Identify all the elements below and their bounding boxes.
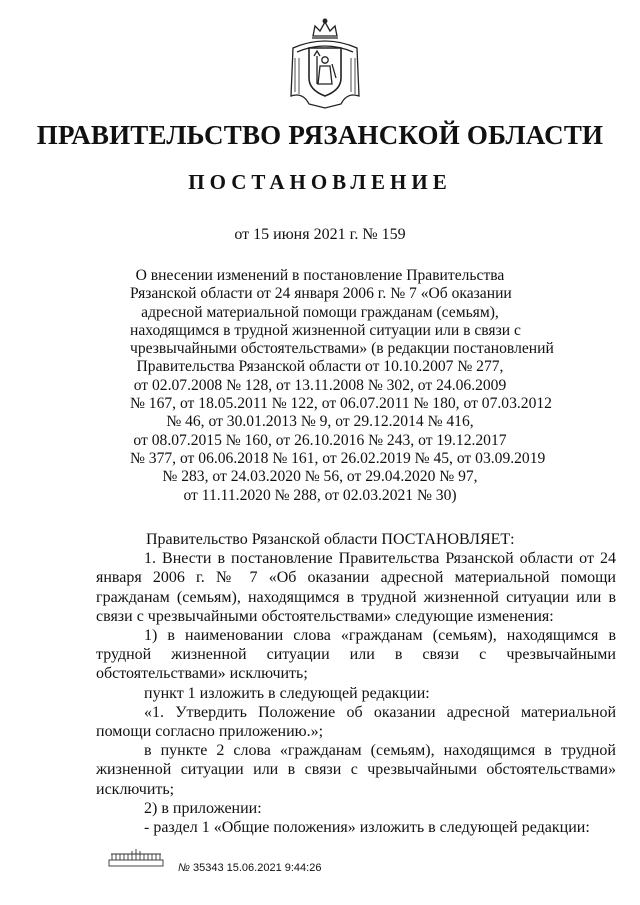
paragraph-1-2: 2) в приложении: [144,799,262,817]
document-footer [108,848,528,888]
subject-line: Рязанской области от 24 января 2006 г. № 7 «Об оказании [130,285,512,303]
subject-line: Правительства Рязанской области от 10.10.2007 № 277, [136,358,504,376]
subject-line: от 08.07.2015 № 160, от 26.10.2016 № 243, от 19.12.2017 [133,431,507,449]
document-date-number: от 15 июня 2021 г. № 159 [234,226,406,243]
organization-title: ПРАВИТЕЛЬСТВО РЯЗАНСКОЙ ОБЛАСТИ [36,120,604,150]
subject-line: № 167, от 18.05.2011 № 122, от 06.07.2011 № 180, от 07.03.2012 [130,395,552,413]
document-body [96,530,616,837]
subject-line: № 46, от 30.01.2013 № 9, от 29.12.2014 № 416, [166,413,474,431]
subject-line: адресной материальной помощи гражданам (семьям), [141,303,499,321]
subject-line: № 377, от 06.06.2018 № 161, от 26.02.2019 № 45, от 03.09.2019 [130,449,546,467]
registration-mark: № [178,862,190,874]
subject-line: О внесении изменений в постановление Правительства [135,267,505,284]
document-subject [130,267,554,505]
decree-line: Правительство Рязанской области ПОСТАНОВЛЯЕТ: [146,531,515,548]
paragraph-section-1: - раздел 1 «Общие положения» изложить в следующей редакции: [144,819,590,837]
coat-of-arms-icon [287,18,363,112]
paragraph-item-1: пункт 1 изложить в следующей редакции: [144,684,430,702]
subject-line: от 11.11.2020 № 288, от 02.03.2021 № 30) [183,486,457,504]
registration-info [178,862,321,874]
subject-line: находящимся в трудной жизненной ситуации или в связи с [130,321,521,339]
subject-line: № 283, от 24.03.2020 № 56, от 29.04.2020 № 97, [162,468,478,486]
paragraph-1: 1. Внести в постановление Правительства Рязанской области от 24 января 2006 г. № 7 «Об оказании адресной материальной помощи гражданам (семьям), находящимся в трудной жизненной ситуации или в связи с чрезвычайными обстоятельствами» следующие изменения: [96,550,616,625]
subject-line: от 02.07.2008 № 128, от 13.11.2008 № 302, от 24.06.2009 [133,376,507,394]
document-type: ПОСТАНОВЛЕНИЕ [188,170,452,194]
printer-stamp-icon [108,848,164,868]
paragraph-1-1: 1) в наименовании слова «гражданам (семьям), находящимся в трудной жизненной ситуации или в связи с чрезвычайными обстоятельствами» исключить; [96,627,616,683]
subject-line: чрезвычайными обстоятельствами» (в редакции постановлений [130,340,554,358]
paragraph-quote: «1. Утвердить Положение об оказании адресной материальной помощи согласно приложению.»; [96,703,616,741]
registration-number-time: 35343 15.06.2021 9:44:26 [192,862,322,874]
paragraph-item-2: в пункте 2 слова «гражданам (семьям), находящимся в трудной жизненной ситуации или в связи с чрезвычайными обстоятельствами» исключить; [96,742,616,798]
